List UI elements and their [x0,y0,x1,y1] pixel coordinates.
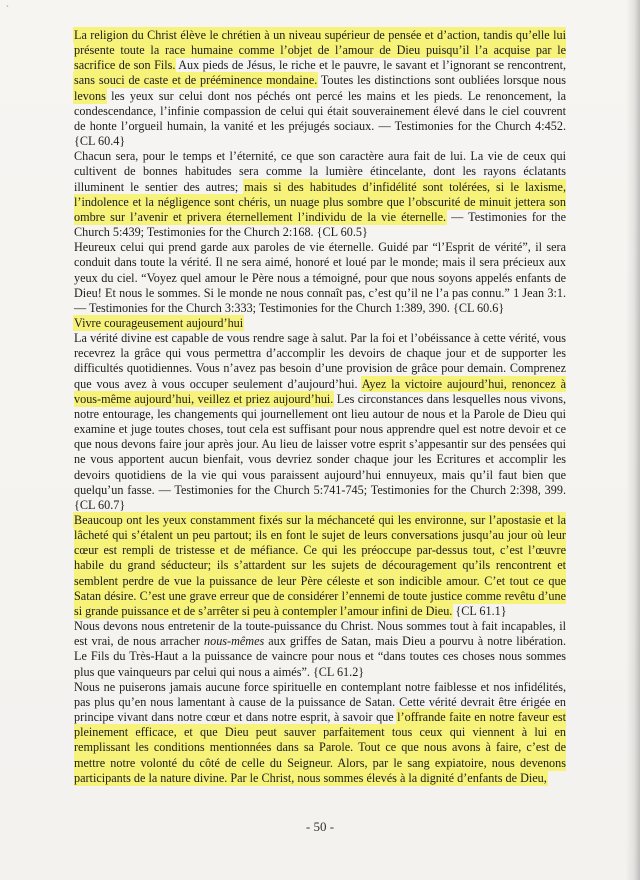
highlighted-text: La religion du Christ élève le chrétien à un niveau supérieur de pensée et d’action, tandis qu’elle lui présente toute la race humaine comme l’objet de l’amour de Dieu puisqu’il l’a acquise par le sacrifice de son Fils. [74,28,566,73]
highlighted-text: Beaucoup ont les yeux constamment fixés sur la méchanceté qui les environne, sur l’apostasie et la lâcheté qui s’étalent un peu partout; ils en font le sujet de leurs conversations jusqu’au jour où leur cœur est rempli de tristesse et de méfiance. Ce qui les préoccupe par-dessus tout, c’est l’œuvre habile du grand séducteur; ils s’attardent sur les sujets de découragement qu’ils rencontrent et semblent perdre de vue la puissance de leur Père céleste et son indicible amour. C’et tout ce que Satan désire. C’est une grave erreur que de considérer l’ennemi de toute justice comme revêtu d’une si grande puissance et de s’arrêter si peu à contempler l’amour infini de Dieu. [74,513,566,618]
highlighted-text: sans souci de caste et de prééminence mondaine. [74,73,318,88]
text-span: {CL 61.1} [452,603,507,618]
text-span: — Testimonies for the Church 5:439; Testimonies for the Church 2:168. {CL 60.5} [74,209,566,240]
page-edge-shadow [626,0,640,880]
paragraph [74,331,566,513]
paragraph [74,149,566,240]
corner-mark: ` [6,4,9,14]
paragraph [74,680,566,786]
text-span: Heureux celui qui prend garde aux paroles de vie éternelle. Guidé par “l’Esprit de vérité”, il sera conduit dans toute la vérité. Il ne sera aimé, honoré et loué par le monde; mais il sera précieux aux yeux du ciel. “Voyez quel amour le Père nous a témoigné, pour que nous soyons appelés enfants de Dieu! Et nous le sommes. Si le monde ne nous connaît pas, c’est qu’il ne l’a pas connu.” 1 Jean 3:1. — Testimonies for the Church 3:333; Testimonies for the Church 1:389, 390. {CL 60.6} [74,240,566,315]
paragraph [74,240,566,316]
text-span: nous-mêmes [204,634,265,649]
highlighted-text: Ayez la victoire aujourd’hui, renoncez à vous-même aujourd’hui, veillez et priez aujourd’hui. [74,376,566,406]
highlighted-text: Vivre courageusement aujourd’hui [74,315,244,330]
paragraph [74,28,566,149]
text-span: Aux pieds de Jésus, le riche et le pauvre, le savant et l’ignorant se rencontrent, [175,58,567,73]
section-heading [74,316,566,331]
paragraph [74,513,566,619]
page-number: - 50 - [305,819,335,834]
highlighted-text: levons [74,88,106,103]
text-span: Nous devons nous entretenir de la toute-puissance du Christ. Nous sommes tout à fait incapables, il est vrai, de nous arracher [74,619,566,649]
highlighted-text: mais si des habitudes d’infidélité sont tolérées, si le laxisme, l’indolence et la négligence sont chéris, un nuage plus sombre que l’obscurité de minuit jettera son ombre sur l’avenir et privera éternellement l’individu de la vie éternelle. [74,179,566,224]
text-span: Chacun sera, pour le temps et l’éternité, ce que son caractère aura fait de lui. La vie de ceux qui cultivent de bonnes habitudes sera comme la lumière étincelante, dont les rayons éclatants illuminent le sentier des autres; [74,149,566,194]
highlighted-text: l’offrande faite en notre faveur est pleinement efficace, et que Dieu peut sauver parfaitement tous ceux qui viennent à lui en remplissant les conditions mentionnées dans sa Parole. Tout ce que nous avons à faire, c’est de mettre notre volonté du côté de celle du Seigneur. Alors, par le sang expiatoire, nous devenons participants de la nature divine. Par le Christ, nous sommes élevés à la dignité d’enfants de Dieu, [74,710,567,785]
text-span: les yeux sur celui dont nos péchés ont percé les mains et les pieds. Le renoncement, la condescendance, l’infinie compassion de celui qui était souverainement élevé dans le ciel couvrent de honte l’orgueil humain, la vanité et les préjugés sociaux. — Testimonies for the Church 4:452. {CL 60.4} [74,88,566,149]
text-span: Toutes les distinctions sont oubliées lorsque nous [317,73,566,88]
body-text [74,28,566,786]
text-span: aux griffes de Satan, mais Dieu a pourvu à notre libération. Le Fils du Très-Haut a la puissance de vaincre pour nous et “dans toutes ces choses nous sommes plus que vainqueurs par celui qui nous a aimés”. {CL 61.2} [74,634,566,679]
text-span: Les circonstances dans lesquelles nous vivons, notre entourage, les changements qui journellement ont lieu autour de nous et la Parole de Dieu qui examine et juge toutes choses, tout cela est suffisant pour nous apprendre quel est notre devoir et ce que nous devons faire jour après jour. Au lieu de laisser votre esprit s’appesantir sur des pensées qui ne vous apportent aucun bienfait, vous devriez sonder chaque jour les Ecritures et accomplir les devoirs quotidiens de la vie qui vous paraissent aujourd’hui ennuyeux, mais qu’il faut bien que quelqu’un fasse. — Testimonies for the Church 5:741-745; Testimonies for the Church 2:398, 399. {CL 60.7} [74,391,566,512]
text-span: Nous ne puiserons jamais aucune force spirituelle en contemplant notre faiblesse et nos infidélités, pas plus qu’en nous lamentant à cause de la puissance de Satan. Cette vérité devrait être érigée en principe vivant dans notre cœur et dans notre esprit, à savoir que [74,679,566,725]
paragraph [74,619,566,680]
text-span: La vérité divine est capable de vous rendre sage à salut. Par la foi et l’obéissance à cette vérité, vous recevrez la grâce qui vous permettra d’accomplir les devoirs de chaque jour et de supporter les difficultés quotidiennes. Vous n’avez pas besoin d’une provision de grâce pour demain. Comprenez que vous avez à vous occuper seulement d’aujourd’hui. [74,331,566,391]
